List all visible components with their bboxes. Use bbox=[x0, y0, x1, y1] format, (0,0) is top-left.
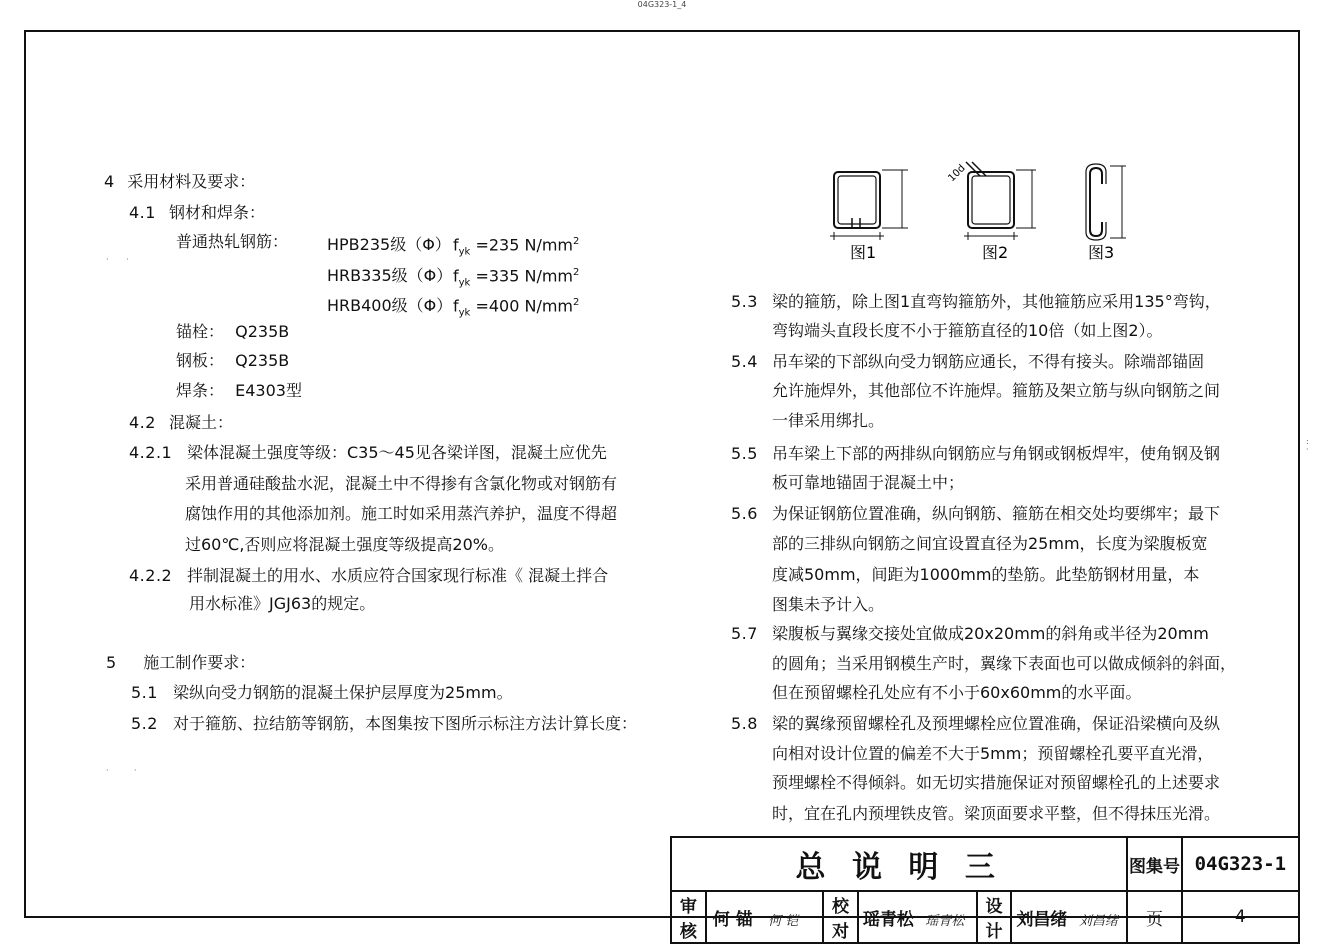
checker-cell bbox=[858, 891, 977, 943]
rebar-strength: =235 N/mm bbox=[475, 235, 574, 255]
review-label: 审核 bbox=[671, 891, 706, 943]
section-title: 混凝土： bbox=[169, 413, 234, 432]
checker-name: 瑶青松 bbox=[862, 909, 914, 930]
paragraph-line: 允许施焊外，其他部位不许施焊。箍筋及架立筋与纵向钢筋之间 bbox=[772, 381, 1221, 400]
reviewer-cell bbox=[706, 891, 823, 943]
paragraph-line: 但在预留螺栓孔处应有不小于60x60mm的水平面。 bbox=[772, 683, 1142, 702]
paragraph-line: 梁的箍筋，除上图1直弯钩箍筋外，其他箍筋应采用135°弯钩， bbox=[772, 292, 1221, 311]
f-symbol: f bbox=[453, 296, 459, 316]
paragraph-line: 向相对设计位置的偏差不大于5mm；预留螺栓孔要平直光滑， bbox=[772, 744, 1214, 763]
paragraph-line: 图集未予计入。 bbox=[772, 595, 885, 614]
page-label: 页 bbox=[1127, 891, 1181, 943]
section-number: 4.2.2 bbox=[129, 566, 173, 585]
unit-exponent: 2 bbox=[573, 236, 580, 247]
section-number: 5.8 bbox=[731, 714, 758, 733]
reviewer-name: 何 锚 bbox=[712, 909, 753, 930]
section-number: 5 bbox=[106, 653, 117, 672]
page-number: 4 bbox=[1182, 891, 1299, 943]
paragraph-line: 为保证钢筋位置准确，纵向钢筋、箍筋在相交处均要绑牢；最下 bbox=[772, 504, 1221, 523]
paragraph-line: 弯钩端头直段长度不小于箍筋直径的10倍（如上图2）。 bbox=[772, 321, 1163, 340]
sheet-code: 04G323-1_4 bbox=[637, 0, 687, 9]
rebar-grade: HPB235级（Φ） bbox=[327, 235, 451, 255]
section-number: 5.5 bbox=[731, 444, 758, 463]
welding-rod-material bbox=[176, 381, 302, 401]
section-number: 5.7 bbox=[731, 624, 758, 643]
section-number: 4.2.1 bbox=[129, 443, 173, 462]
paragraph-line: 的圆角；当采用钢模生产时，翼缘下表面也可以做成倾斜的斜面， bbox=[772, 654, 1237, 673]
material-label: 焊条： bbox=[176, 381, 225, 400]
atlas-number: 04G323-1 bbox=[1182, 837, 1299, 891]
paragraph-line: 采用普通硅酸盐水泥，混凝土中不得掺有含氯化物或对钢筋有 bbox=[185, 474, 618, 493]
paragraph-line: 部的三排纵向钢筋之间宜设置直径为25mm，长度为梁腹板宽 bbox=[772, 534, 1208, 553]
atlas-label: 图集号 bbox=[1127, 837, 1181, 891]
paragraph-line: 过60℃,否则应将混凝土强度等级提高20%。 bbox=[185, 535, 504, 554]
section-5-1 bbox=[131, 683, 513, 703]
figure-1-caption: 图1 bbox=[850, 243, 877, 262]
rebar-grade: HRB400级（Φ） bbox=[327, 296, 453, 316]
reviewer-signature: 何 铠 bbox=[768, 913, 799, 929]
section-4-2 bbox=[129, 413, 233, 433]
stirrup-figures bbox=[820, 160, 1140, 270]
designer-cell bbox=[1011, 891, 1127, 943]
scan-speckle: · · bbox=[106, 766, 137, 775]
rebar-label: 普通热轧钢筋： bbox=[176, 232, 289, 251]
f-subscript: yk bbox=[458, 246, 471, 258]
paragraph-line: 拌制混凝土的用水、水质应符合国家现行标准《 混凝土拌合 bbox=[187, 566, 609, 585]
designer-name: 刘昌绪 bbox=[1016, 909, 1068, 930]
figure-2-stirrup bbox=[964, 162, 1036, 240]
section-title: 采用材料及要求： bbox=[127, 172, 256, 191]
paragraph-line: 板可靠地锚固于混凝土中； bbox=[772, 473, 965, 492]
hook-length-mark: 10d bbox=[946, 162, 968, 185]
paragraph-line: 梁腹板与翼缘交接处宜做成20x20mm的斜角或半径为20mm bbox=[772, 624, 1209, 643]
scan-speckle: : · bbox=[1306, 437, 1309, 454]
paragraph-line: 梁体混凝土强度等级：C35～45见各梁详图，混凝土应优先 bbox=[187, 443, 607, 462]
section-4-1 bbox=[129, 203, 265, 223]
rebar-row bbox=[327, 293, 579, 324]
figure-2-caption: 图2 bbox=[982, 243, 1009, 262]
paragraph-line: 度减50mm，间距为1000mm的垫筋。此垫筋钢材用量，本 bbox=[772, 565, 1200, 584]
figure-1-stirrup bbox=[830, 170, 908, 240]
paragraph-line: 对于箍筋、拉结筋等钢筋，本图集按下图所示标注方法计算长度： bbox=[173, 714, 638, 733]
paragraph-line: 预埋螺栓不得倾斜。如无切实措施保证对预留螺栓孔的上述要求 bbox=[772, 773, 1221, 792]
section-number: 5.3 bbox=[731, 292, 758, 311]
section-title: 施工制作要求： bbox=[143, 653, 256, 672]
material-value: E4303型 bbox=[235, 381, 302, 400]
anchor-bolt-material bbox=[176, 322, 289, 342]
section-number: 5.2 bbox=[131, 714, 158, 733]
scan-speckle: · · bbox=[106, 255, 129, 264]
design-label: 设计 bbox=[977, 891, 1012, 943]
section-number: 4.2 bbox=[129, 413, 156, 432]
section-4 bbox=[104, 172, 255, 192]
paragraph-line: 时，宜在孔内预埋铁皮管。梁顶面要求平整，但不得抹压光滑。 bbox=[772, 804, 1221, 823]
material-value: Q235B bbox=[235, 351, 290, 370]
drawing-title: 总 说 明 三 bbox=[671, 837, 1127, 891]
figure-3-tie-bar bbox=[1086, 164, 1126, 240]
section-5 bbox=[106, 653, 255, 673]
paragraph-line: 吊车梁的下部纵向受力钢筋应通长，不得有接头。除端部锚固 bbox=[772, 352, 1205, 371]
paragraph-line: 腐蚀作用的其他添加剂。施工时如采用蒸汽养护，温度不得超 bbox=[185, 504, 618, 523]
f-symbol: f bbox=[453, 266, 459, 286]
f-symbol: f bbox=[453, 235, 459, 255]
title-block bbox=[670, 836, 1300, 944]
designer-signature: 刘昌绪 bbox=[1078, 913, 1118, 929]
section-number: 5.6 bbox=[731, 504, 758, 523]
section-5-2 bbox=[131, 714, 637, 734]
figure-3-caption: 图3 bbox=[1088, 243, 1115, 262]
material-value: Q235B bbox=[235, 322, 290, 341]
rebar-strength: =400 N/mm bbox=[475, 296, 574, 316]
rebar-grade: HRB335级（Φ） bbox=[327, 266, 453, 286]
paragraph-line: 用水标准》JGJ63的规定。 bbox=[189, 594, 376, 613]
paragraph-line: 梁的翼缘预留螺栓孔及预埋螺栓应位置准确，保证沿梁横向及纵 bbox=[772, 714, 1221, 733]
paragraph-line: 一律采用绑扎。 bbox=[772, 411, 885, 430]
section-number: 4 bbox=[104, 172, 115, 191]
section-number: 5.4 bbox=[731, 352, 758, 371]
section-title: 钢材和焊条： bbox=[169, 203, 266, 222]
material-label: 锚栓： bbox=[176, 322, 225, 341]
f-subscript: yk bbox=[458, 277, 471, 289]
section-number: 4.1 bbox=[129, 203, 156, 222]
f-subscript: yk bbox=[458, 307, 471, 319]
steel-plate-material bbox=[176, 351, 289, 371]
rebar-strength: =335 N/mm bbox=[475, 266, 574, 286]
paragraph-line: 吊车梁上下部的两排纵向钢筋应与角钢或钢板焊牢，使角钢及钢 bbox=[772, 444, 1221, 463]
section-number: 5.1 bbox=[131, 683, 158, 702]
unit-exponent: 2 bbox=[573, 297, 580, 308]
rebar-row bbox=[327, 232, 579, 263]
rebar-row bbox=[327, 263, 579, 294]
material-label: 钢板： bbox=[176, 351, 225, 370]
checker-signature: 瑶青松 bbox=[925, 913, 965, 929]
paragraph-line: 梁纵向受力钢筋的混凝土保护层厚度为25mm。 bbox=[173, 683, 513, 702]
unit-exponent: 2 bbox=[573, 267, 580, 278]
check-label: 校对 bbox=[823, 891, 858, 943]
